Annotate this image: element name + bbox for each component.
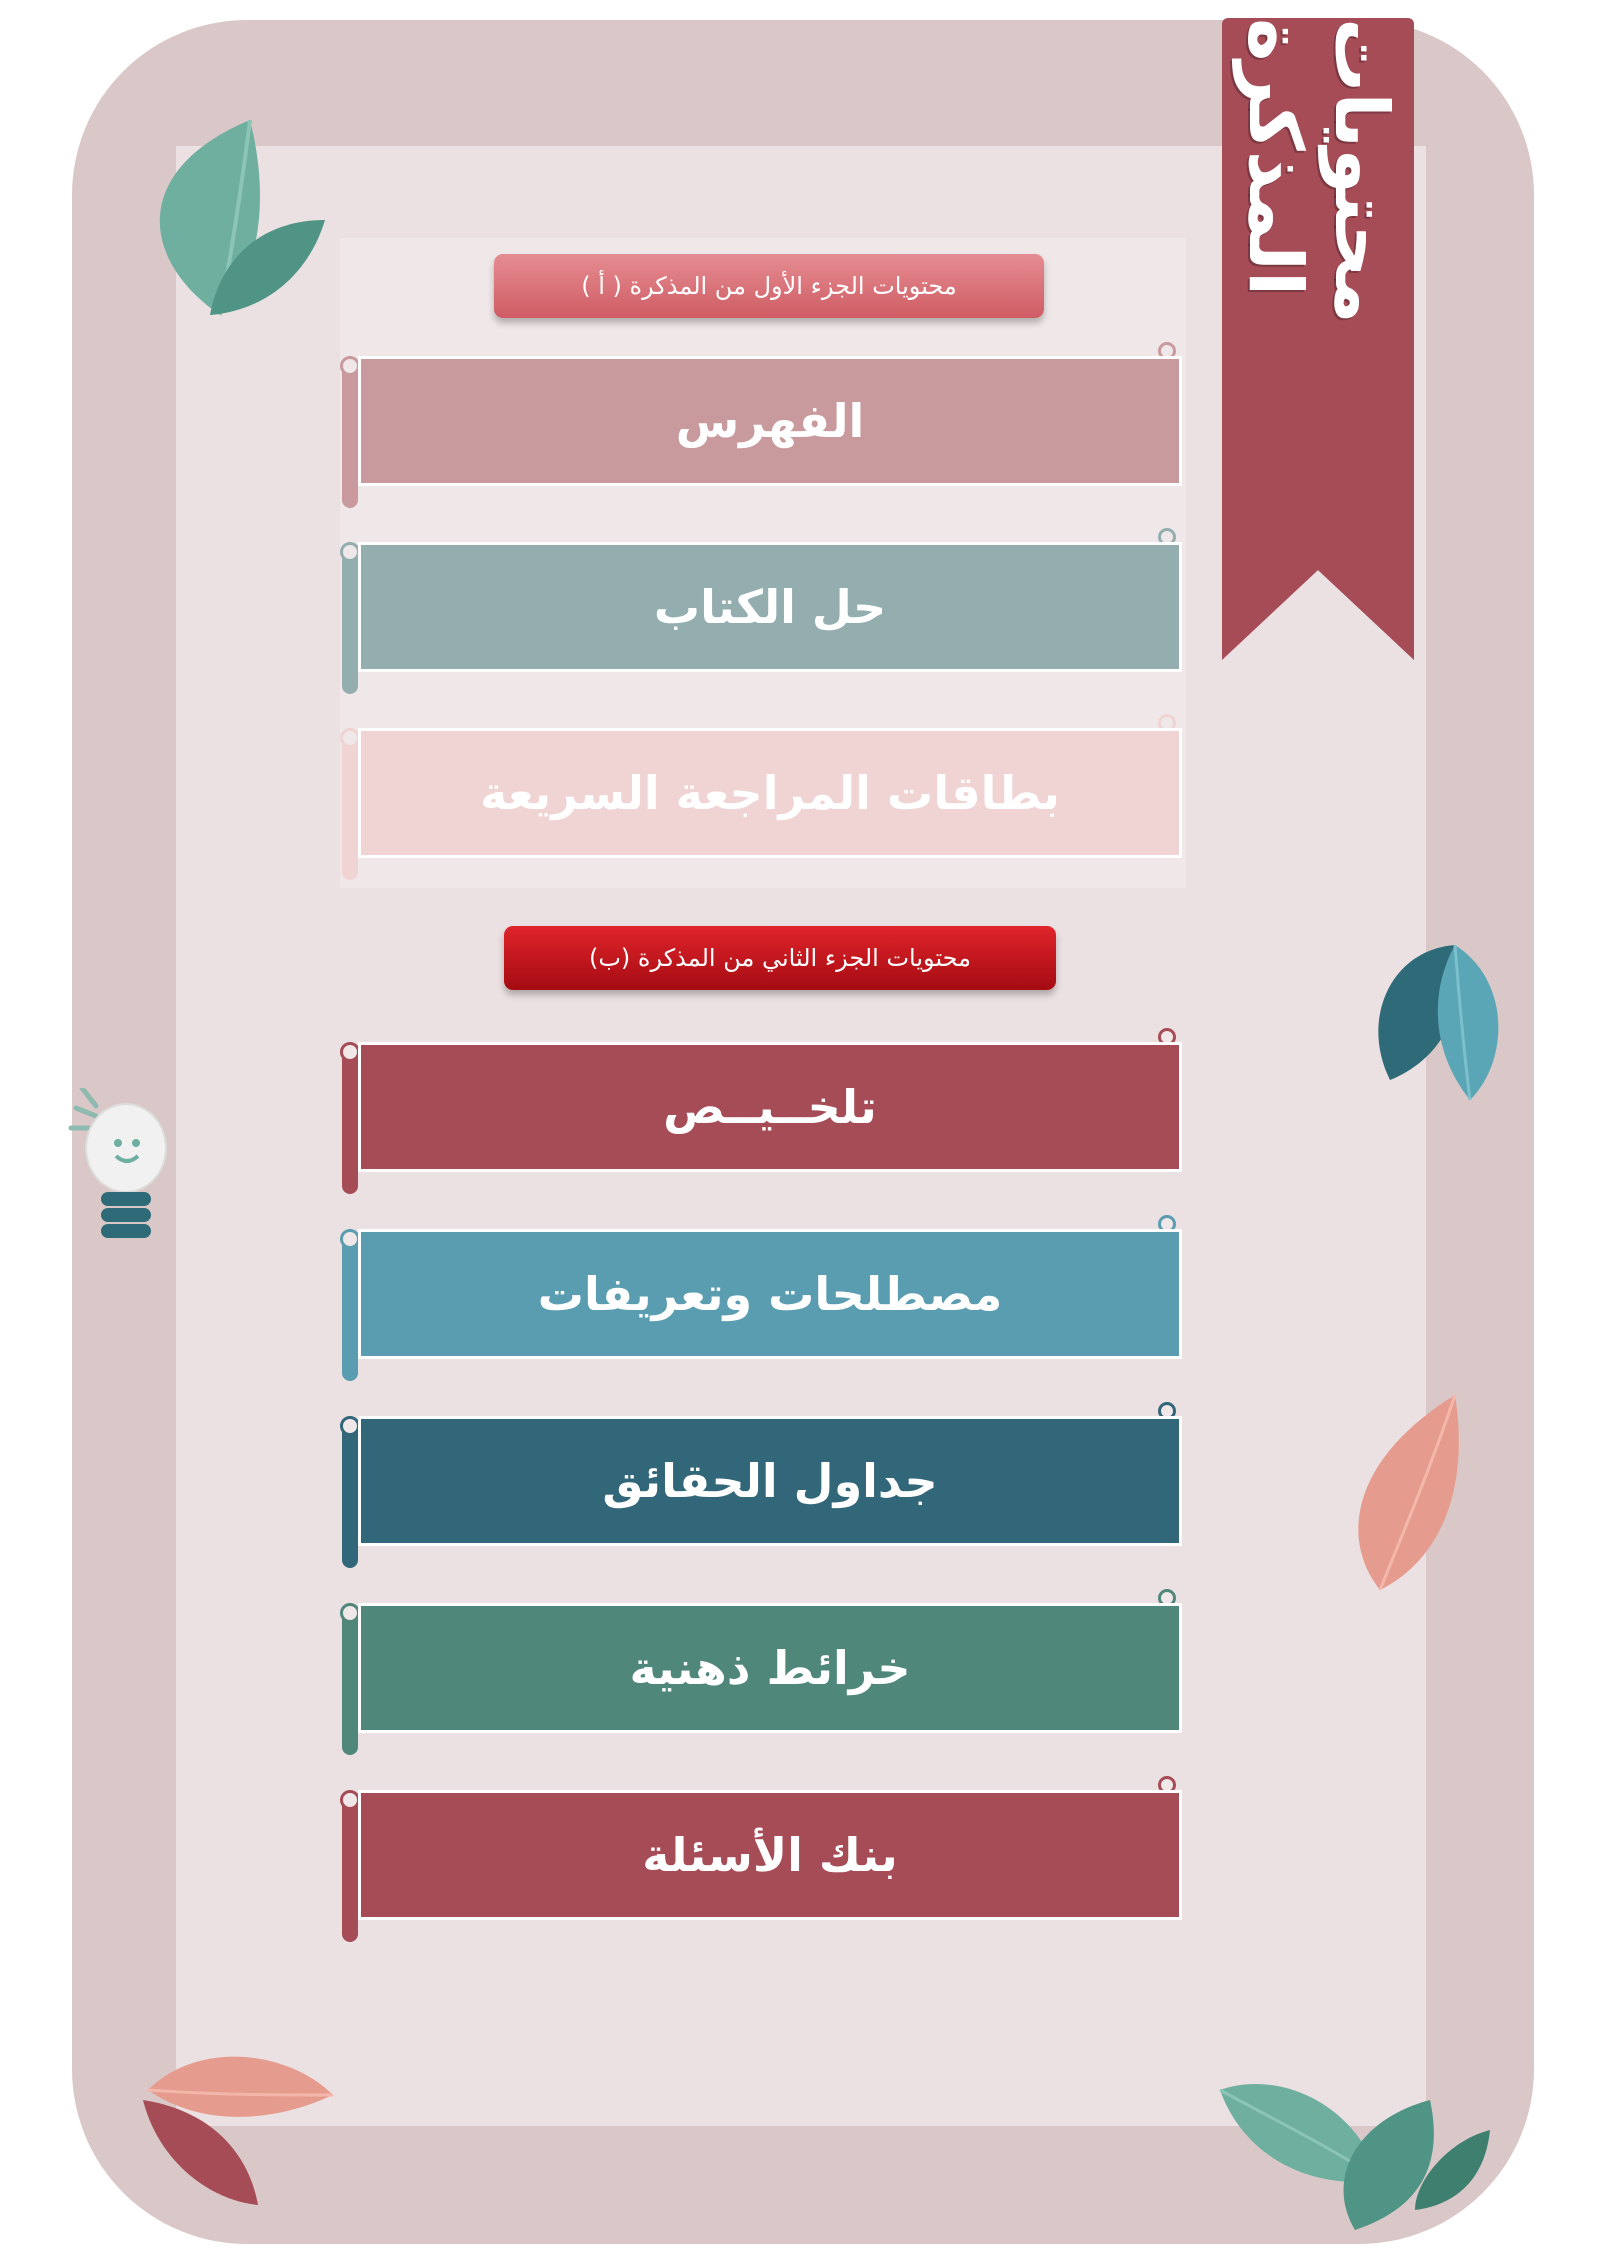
scroll-rod bbox=[342, 1044, 358, 1194]
scroll-curl-icon bbox=[340, 1042, 360, 1062]
menu-item-label: بنك الأسئلة bbox=[358, 1790, 1182, 1920]
leaf-bottom-right-icon bbox=[1215, 2070, 1495, 2240]
scroll-curl-icon bbox=[340, 356, 360, 376]
page-title: محتويات المذكرة bbox=[1232, 18, 1404, 324]
scroll-curl-icon bbox=[340, 1790, 360, 1810]
scroll-rod bbox=[342, 1418, 358, 1568]
menu-item-label: جداول الحقائق bbox=[358, 1416, 1182, 1546]
part2-heading: محتويات الجزء الثاني من المذكرة (ب) bbox=[504, 926, 1056, 990]
scroll-curl-icon bbox=[340, 1229, 360, 1249]
scroll-rod bbox=[342, 1605, 358, 1755]
scroll-rod bbox=[342, 544, 358, 694]
menu-item-question-bank[interactable] bbox=[342, 1790, 1182, 1950]
leaf-right-salmon-icon bbox=[1340, 1390, 1470, 1600]
menu-item-fact-tables[interactable] bbox=[342, 1416, 1182, 1576]
menu-item-quick-review-cards[interactable] bbox=[342, 728, 1182, 888]
menu-item-book-solutions[interactable] bbox=[342, 542, 1182, 702]
menu-item-label: خرائط ذهنية bbox=[358, 1603, 1182, 1733]
menu-item-label: الفهرس bbox=[358, 356, 1182, 486]
menu-item-label: بطاقات المراجعة السريعة bbox=[358, 728, 1182, 858]
part1-heading: محتويات الجزء الأول من المذكرة ( أ ) bbox=[494, 254, 1044, 318]
scroll-curl-icon bbox=[340, 542, 360, 562]
leaf-bottom-left-icon bbox=[138, 2040, 338, 2210]
menu-item-label: حل الكتاب bbox=[358, 542, 1182, 672]
menu-item-label: مصطلحات وتعريفات bbox=[358, 1229, 1182, 1359]
menu-item-index[interactable] bbox=[342, 356, 1182, 516]
scroll-curl-icon bbox=[340, 1603, 360, 1623]
scroll-curl-icon bbox=[340, 1416, 360, 1436]
lightbulb-icon bbox=[66, 1088, 176, 1258]
scroll-rod bbox=[342, 1792, 358, 1942]
menu-item-mind-maps[interactable] bbox=[342, 1603, 1182, 1763]
menu-item-summary[interactable] bbox=[342, 1042, 1182, 1202]
scroll-rod bbox=[342, 1231, 358, 1381]
menu-item-terms-definitions[interactable] bbox=[342, 1229, 1182, 1389]
leaf-right-blue-icon bbox=[1360, 930, 1510, 1110]
scroll-curl-icon bbox=[340, 728, 360, 748]
menu-item-label: تلخــيــص bbox=[358, 1042, 1182, 1172]
scroll-rod bbox=[342, 730, 358, 880]
scroll-rod bbox=[342, 358, 358, 508]
leaf-top-left-icon bbox=[100, 110, 330, 330]
